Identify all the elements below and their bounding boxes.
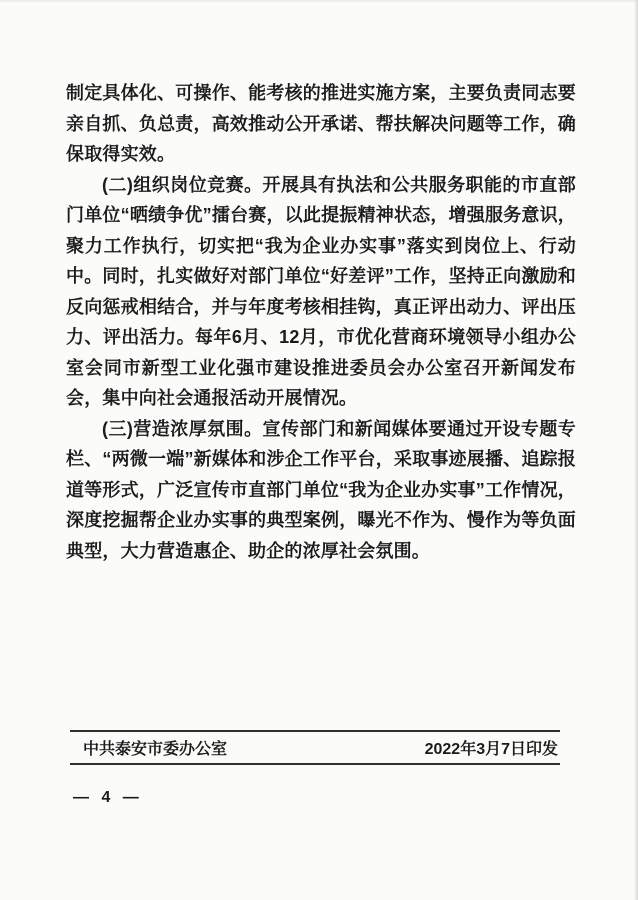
- scan-edge-top: [0, 0, 638, 2]
- footer-issuer: 中共泰安市委办公室: [83, 741, 228, 758]
- scan-edge-right: [634, 0, 638, 900]
- paragraph: [66, 414, 576, 567]
- footer-print-date: 2022年3月7日印发: [424, 741, 558, 758]
- paragraph-lead: (二)组织岗位竞赛。: [102, 174, 263, 195]
- paragraph-text: 宣传部门和新闻媒体要通过开设专题专栏、“两微一端”新媒体和涉企工作平台，采取事迹展播、追踪报道等形式，广泛宣传市直部门单位“我为企业办实事”工作情况，深度挖掘帮企业办实事的典型案例，曝光不作为、慢作为等负面典型，大力营造惠企、助企的浓厚社会氛围。: [66, 418, 576, 561]
- paragraph: [66, 78, 576, 170]
- page-number: — 4 —: [73, 789, 143, 806]
- footer-row: [70, 732, 560, 763]
- page-footer: [70, 730, 560, 765]
- footer-rule-bottom: [70, 763, 560, 765]
- paragraph-text: 制定具体化、可操作、能考核的推进实施方案，主要负责同志要亲自抓、负总责，高效推动公开承诺、帮扶解决问题等工作，确保取得实效。: [66, 83, 576, 164]
- paragraph-text: 开展具有执法和公共服务职能的市直部门单位“晒绩争优”擂台赛，以此提振精神状态，增强服务意识，聚力工作执行，切实把“我为企业办实事”落实到岗位上、行动中。同时，扎实做好对部门单位“好差评”工作，坚持正向激励和反向惩戒相结合，并与年度考核相挂钩，真正评出动力、评出压力、评出活力。每年6月、12月，市优化营商环境领导小组办公室会同市新型工业化强市建设推进委员会办公室召开新闻发布会，集中向社会通报活动开展情况。: [66, 174, 576, 408]
- paragraph: [66, 170, 576, 414]
- document-body: [66, 78, 576, 566]
- paragraph-lead: (三)营造浓厚氛围。: [102, 418, 263, 439]
